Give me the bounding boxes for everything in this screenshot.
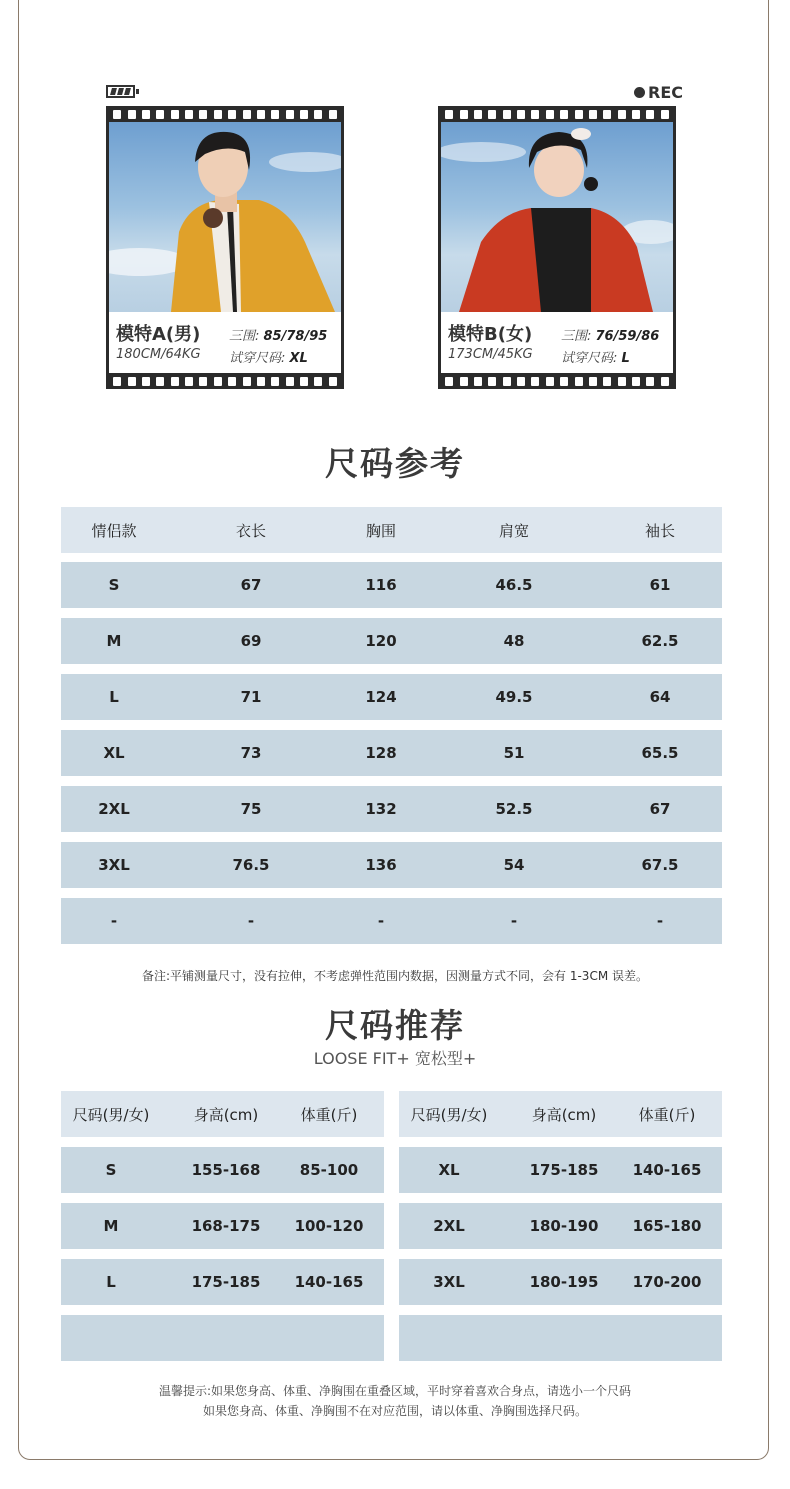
table-cell: 尺码(男/女) — [410, 1105, 488, 1124]
table-cell: 2XL — [433, 1217, 465, 1235]
table-cell: 116 — [365, 576, 397, 594]
recommend-header-row-left — [61, 1091, 384, 1137]
model-a-photo — [109, 122, 341, 312]
model-b-try-size: 试穿尺码: L — [561, 351, 630, 366]
table-cell: 128 — [365, 744, 397, 762]
table-cell: 65.5 — [641, 744, 679, 762]
recommend-row-left — [61, 1203, 384, 1249]
table-cell: L — [109, 688, 119, 706]
model-card-b — [438, 106, 676, 389]
table-header-row — [61, 507, 722, 553]
recommend-row-left — [61, 1315, 384, 1361]
table-row — [61, 618, 722, 664]
table-cell: 180-195 — [529, 1273, 599, 1291]
table-cell: 胸围 — [365, 521, 396, 540]
table-row — [61, 842, 722, 888]
table-cell: 132 — [365, 800, 397, 818]
recommend-row-right — [399, 1203, 722, 1249]
table-cell: 体重(斤) — [300, 1105, 358, 1124]
table-row — [61, 786, 722, 832]
table-row — [61, 562, 722, 608]
recommend-row-right — [399, 1147, 722, 1193]
model-b-measurements: 三围: 76/59/86 — [561, 329, 660, 344]
model-b-info — [441, 312, 673, 373]
measurement-note: 备注:平铺测量尺寸，没有拉伸，不考虑弹性范围内数据，因测量方式不同，会有 1-3CM 误差。 — [141, 969, 648, 983]
recommend-row-right — [399, 1259, 722, 1305]
recommend-row-left — [61, 1259, 384, 1305]
table-cell: 肩宽 — [498, 521, 529, 540]
table-cell: 180-190 — [529, 1217, 599, 1235]
table-cell: 52.5 — [495, 800, 533, 818]
table-cell: 136 — [365, 856, 397, 874]
table-cell: M — [106, 632, 122, 650]
film-strip-top — [106, 108, 344, 120]
table-cell: - — [247, 912, 255, 930]
model-b-photo — [441, 122, 673, 312]
table-cell: L — [106, 1273, 116, 1291]
table-cell: 67 — [649, 800, 671, 818]
table-cell: 51 — [503, 744, 525, 762]
table-cell: - — [656, 912, 664, 930]
table-cell: S — [108, 576, 120, 594]
table-cell: 71 — [240, 688, 262, 706]
table-cell: 67.5 — [641, 856, 679, 874]
table-cell: XL — [103, 744, 125, 762]
table-cell: 100-120 — [294, 1217, 364, 1235]
table-cell: 75 — [240, 800, 262, 818]
table-cell: M — [103, 1217, 119, 1235]
model-a-measurements: 三围: 85/78/95 — [229, 329, 328, 344]
table-cell: 140-165 — [294, 1273, 364, 1291]
table-row — [61, 898, 722, 944]
recommend-row-left — [61, 1147, 384, 1193]
table-cell: 175-185 — [191, 1273, 261, 1291]
table-cell: 3XL — [433, 1273, 465, 1291]
table-cell: 袖长 — [644, 521, 675, 540]
table-row — [61, 674, 722, 720]
film-strip-top — [438, 108, 676, 120]
table-cell: - — [110, 912, 118, 930]
model-a-try-size: 试穿尺码: XL — [229, 351, 308, 366]
size-recommend-subtitle: LOOSE FIT+ 宽松型+ — [313, 1049, 477, 1068]
table-cell: 46.5 — [495, 576, 533, 594]
table-cell: 170-200 — [632, 1273, 702, 1291]
table-cell: S — [105, 1161, 117, 1179]
table-row — [61, 730, 722, 776]
size-recommend-title: 尺码推荐 — [325, 1006, 465, 1045]
table-cell: 身高(cm) — [193, 1105, 259, 1124]
table-cell: 62.5 — [641, 632, 679, 650]
table-cell: 64 — [649, 688, 671, 706]
model-b-name: 模特B(女) — [448, 324, 533, 345]
table-cell: 168-175 — [191, 1217, 261, 1235]
table-cell: - — [377, 912, 385, 930]
recommend-header-row-right — [399, 1091, 722, 1137]
tip-line-2: 如果您身高、体重、净胸围不在对应范围，请以体重、净胸围选择尺码。 — [202, 1404, 587, 1418]
table-cell: 54 — [503, 856, 525, 874]
recommend-row-right — [399, 1315, 722, 1361]
table-cell: 73 — [240, 744, 262, 762]
table-cell: 69 — [240, 632, 262, 650]
table-cell: 140-165 — [632, 1161, 702, 1179]
table-cell: 体重(斤) — [638, 1105, 696, 1124]
model-card-a — [106, 106, 344, 389]
table-cell: 情侣款 — [91, 521, 137, 540]
model-b-height-weight: 173CM/45KG — [448, 347, 533, 362]
table-cell: 尺码(男/女) — [72, 1105, 150, 1124]
table-cell: - — [510, 912, 518, 930]
film-strip-bottom — [106, 375, 344, 387]
table-cell: 衣长 — [235, 521, 266, 540]
model-a-height-weight: 180CM/64KG — [116, 347, 201, 362]
table-cell: 76.5 — [232, 856, 270, 874]
table-cell: 3XL — [98, 856, 130, 874]
table-cell: 165-180 — [632, 1217, 702, 1235]
table-cell: 身高(cm) — [531, 1105, 597, 1124]
table-cell: 48 — [503, 632, 525, 650]
tip-line-1: 温馨提示:如果您身高、体重、净胸围在重叠区域，平时穿着喜欢合身点，请选小一个尺码 — [158, 1384, 632, 1398]
table-cell: 49.5 — [495, 688, 533, 706]
rec-indicator: REC — [634, 83, 683, 102]
size-reference-title: 尺码参考 — [325, 444, 465, 483]
table-cell: 2XL — [98, 800, 130, 818]
table-cell: XL — [438, 1161, 460, 1179]
table-cell: 67 — [240, 576, 262, 594]
table-cell: 61 — [649, 576, 671, 594]
table-cell: 155-168 — [191, 1161, 261, 1179]
model-a-info — [109, 312, 341, 373]
table-cell: 175-185 — [529, 1161, 599, 1179]
model-a-name: 模特A(男) — [116, 324, 201, 345]
table-cell: 120 — [365, 632, 397, 650]
table-cell: 85-100 — [299, 1161, 359, 1179]
film-strip-bottom — [438, 375, 676, 387]
battery-icon — [106, 85, 135, 98]
table-cell: 124 — [365, 688, 397, 706]
